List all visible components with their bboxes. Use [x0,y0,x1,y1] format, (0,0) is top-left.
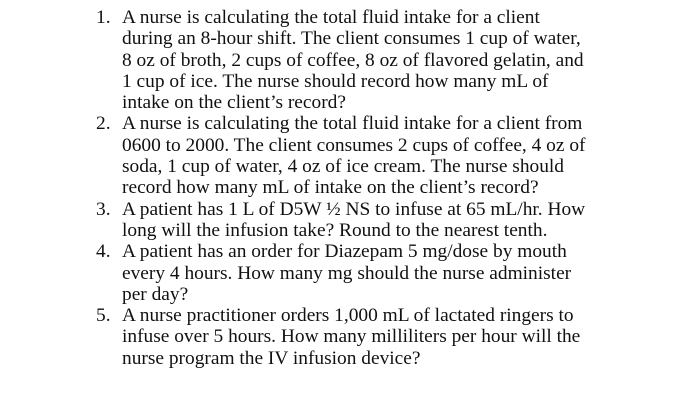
question-line: A nurse is calculating the total fluid intake for a client from [122,113,583,135]
question-line: A nurse is calculating the total fluid intake for a client [122,7,540,28]
question-line: every 4 hours. How many mg should the nurse administer [122,262,572,284]
question-text [122,241,656,305]
question-list [96,7,656,369]
question-number: 1. [96,7,111,28]
question-4 [96,241,656,305]
question-line: record how many mL of intake on the client’s record? [122,177,539,199]
question-number: 4. [96,241,111,263]
question-5 [96,305,656,369]
question-text [122,7,656,113]
question-line: A patient has 1 L of D5W ½ NS to infuse at 65 mL/hr. How [122,198,586,220]
question-line: soda, 1 cup of water, 4 oz of ice cream. The nurse should [122,156,565,178]
question-line: nurse program the IV infusion device? [122,347,421,369]
question-text [122,305,656,369]
question-line: 1 cup of ice. The nurse should record how many mL of [122,70,549,92]
question-line: intake on the client’s record? [122,92,346,114]
question-line: infuse over 5 hours. How many milliliters per hour will the [122,326,581,348]
question-text [122,199,656,242]
question-line: A nurse practitioner orders 1,000 mL of lactated ringers to [122,305,574,327]
question-line: long will the infusion take? Round to the nearest tenth. [122,219,548,241]
question-line: 0600 to 2000. The client consumes 2 cups of coffee, 4 oz of [122,134,586,156]
question-line: 8 oz of broth, 2 cups of coffee, 8 oz of flavored gelatin, and [122,49,584,71]
question-line: during an 8-hour shift. The client consumes 1 cup of water, [122,28,581,50]
question-line: A patient has an order for Diazepam 5 mg/dose by mouth [122,241,567,263]
question-1 [96,7,656,113]
question-3 [96,199,656,242]
question-number: 3. [96,198,111,220]
question-2 [96,113,656,198]
question-text [122,113,656,198]
question-line: per day? [122,283,189,305]
question-number: 5. [96,305,111,327]
question-number: 2. [96,113,111,135]
